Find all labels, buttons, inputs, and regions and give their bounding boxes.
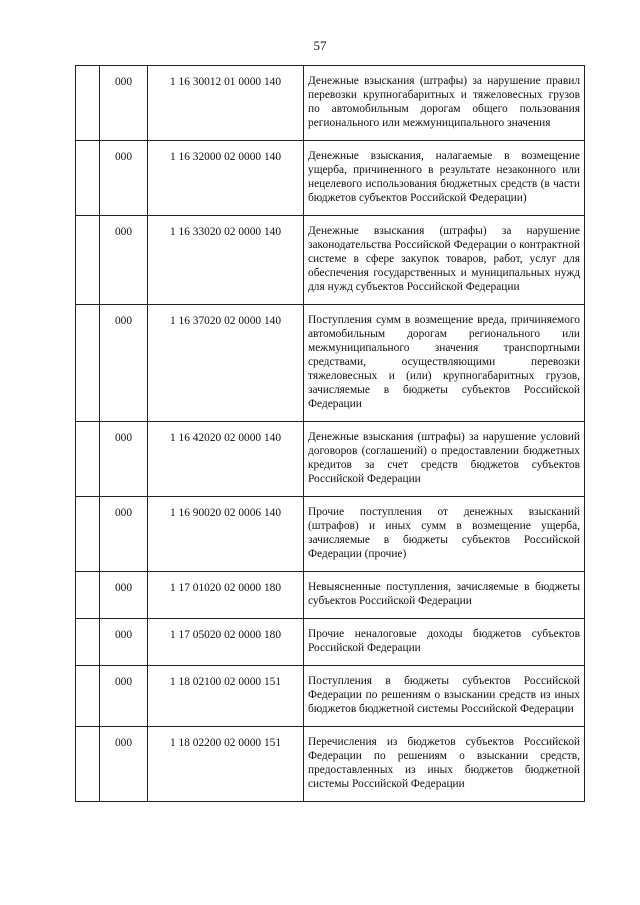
revenue-description-cell: Прочие неналоговые доходы бюджетов субъектов Российской Федерации: [304, 619, 585, 666]
revenue-description-cell: Перечисления из бюджетов субъектов Российской Федерации по решениям о взыскании средств, предоставленных из иных бюджетов бюджетной системы Российской Федерации: [304, 727, 585, 802]
admin-code-cell: 000: [100, 141, 148, 216]
budget-classification-code-cell: 1 16 32000 02 0000 140: [148, 141, 304, 216]
admin-code-cell: 000: [100, 666, 148, 727]
revenue-description-cell: Поступления в бюджеты субъектов Российской Федерации по решениям о взыскании средств из иных бюджетов бюджетной системы Российской Федерации: [304, 666, 585, 727]
revenue-description-cell: Денежные взыскания (штрафы) за нарушение правил перевозки крупногабаритных и тяжеловесных грузов по автомобильным дорогам общего пользования регионального или межмуниципального значения: [304, 66, 585, 141]
budget-classification-code-cell: 1 18 02100 02 0000 151: [148, 666, 304, 727]
table-row: [76, 666, 585, 727]
revenue-description-cell: Денежные взыскания, налагаемые в возмещение ущерба, причиненного в результате незаконного или нецелевого использования бюджетных средств (в части бюджетов субъектов Российской Федерации): [304, 141, 585, 216]
table-row: [76, 216, 585, 305]
blank-cell: [76, 727, 100, 802]
table-row: [76, 727, 585, 802]
blank-cell: [76, 216, 100, 305]
revenue-codes-table: [75, 65, 585, 802]
budget-classification-code-cell: 1 16 42020 02 0000 140: [148, 422, 304, 497]
table-row: [76, 66, 585, 141]
blank-cell: [76, 572, 100, 619]
revenue-description-cell: Невыясненные поступления, зачисляемые в бюджеты субъектов Российской Федерации: [304, 572, 585, 619]
admin-code-cell: 000: [100, 572, 148, 619]
revenue-description-cell: Поступления сумм в возмещение вреда, причиняемого автомобильным дорогам регионального или межмуниципального значения транспортными средствами, осуществляющими перевозки тяжеловесных и (или) крупногабаритных грузов, зачисляемые в бюджеты субъектов Российской Федерации: [304, 305, 585, 422]
admin-code-cell: 000: [100, 216, 148, 305]
blank-cell: [76, 141, 100, 216]
table-row: [76, 497, 585, 572]
blank-cell: [76, 422, 100, 497]
admin-code-cell: 000: [100, 305, 148, 422]
revenue-description-cell: Прочие поступления от денежных взысканий (штрафов) и иных сумм в возмещение ущерба, зачисляемые в бюджеты субъектов Российской Федерации (прочие): [304, 497, 585, 572]
budget-classification-code-cell: 1 18 02200 02 0000 151: [148, 727, 304, 802]
budget-classification-code-cell: 1 17 01020 02 0000 180: [148, 572, 304, 619]
budget-classification-code-cell: 1 16 30012 01 0000 140: [148, 66, 304, 141]
table-row: [76, 141, 585, 216]
admin-code-cell: 000: [100, 727, 148, 802]
table-row: [76, 619, 585, 666]
blank-cell: [76, 66, 100, 141]
budget-classification-code-cell: 1 16 90020 02 0006 140: [148, 497, 304, 572]
budget-classification-code-cell: 1 16 33020 02 0000 140: [148, 216, 304, 305]
blank-cell: [76, 305, 100, 422]
admin-code-cell: 000: [100, 422, 148, 497]
table-row: [76, 422, 585, 497]
admin-code-cell: 000: [100, 66, 148, 141]
blank-cell: [76, 666, 100, 727]
budget-classification-code-cell: 1 17 05020 02 0000 180: [148, 619, 304, 666]
table-row: [76, 572, 585, 619]
budget-classification-code-cell: 1 16 37020 02 0000 140: [148, 305, 304, 422]
blank-cell: [76, 619, 100, 666]
table-row: [76, 305, 585, 422]
blank-cell: [76, 497, 100, 572]
revenue-description-cell: Денежные взыскания (штрафы) за нарушение условий договоров (соглашений) о предоставлении бюджетных кредитов за счет средств бюджетов субъектов Российской Федерации: [304, 422, 585, 497]
admin-code-cell: 000: [100, 619, 148, 666]
page-number: 57: [313, 38, 327, 53]
revenue-description-cell: Денежные взыскания (штрафы) за нарушение законодательства Российской Федерации о контрактной системе в сфере закупок товаров, работ, услуг для обеспечения государственных и муниципальных нужд для нужд субъектов Российской Федерации: [304, 216, 585, 305]
admin-code-cell: 000: [100, 497, 148, 572]
table-body: [76, 66, 585, 802]
